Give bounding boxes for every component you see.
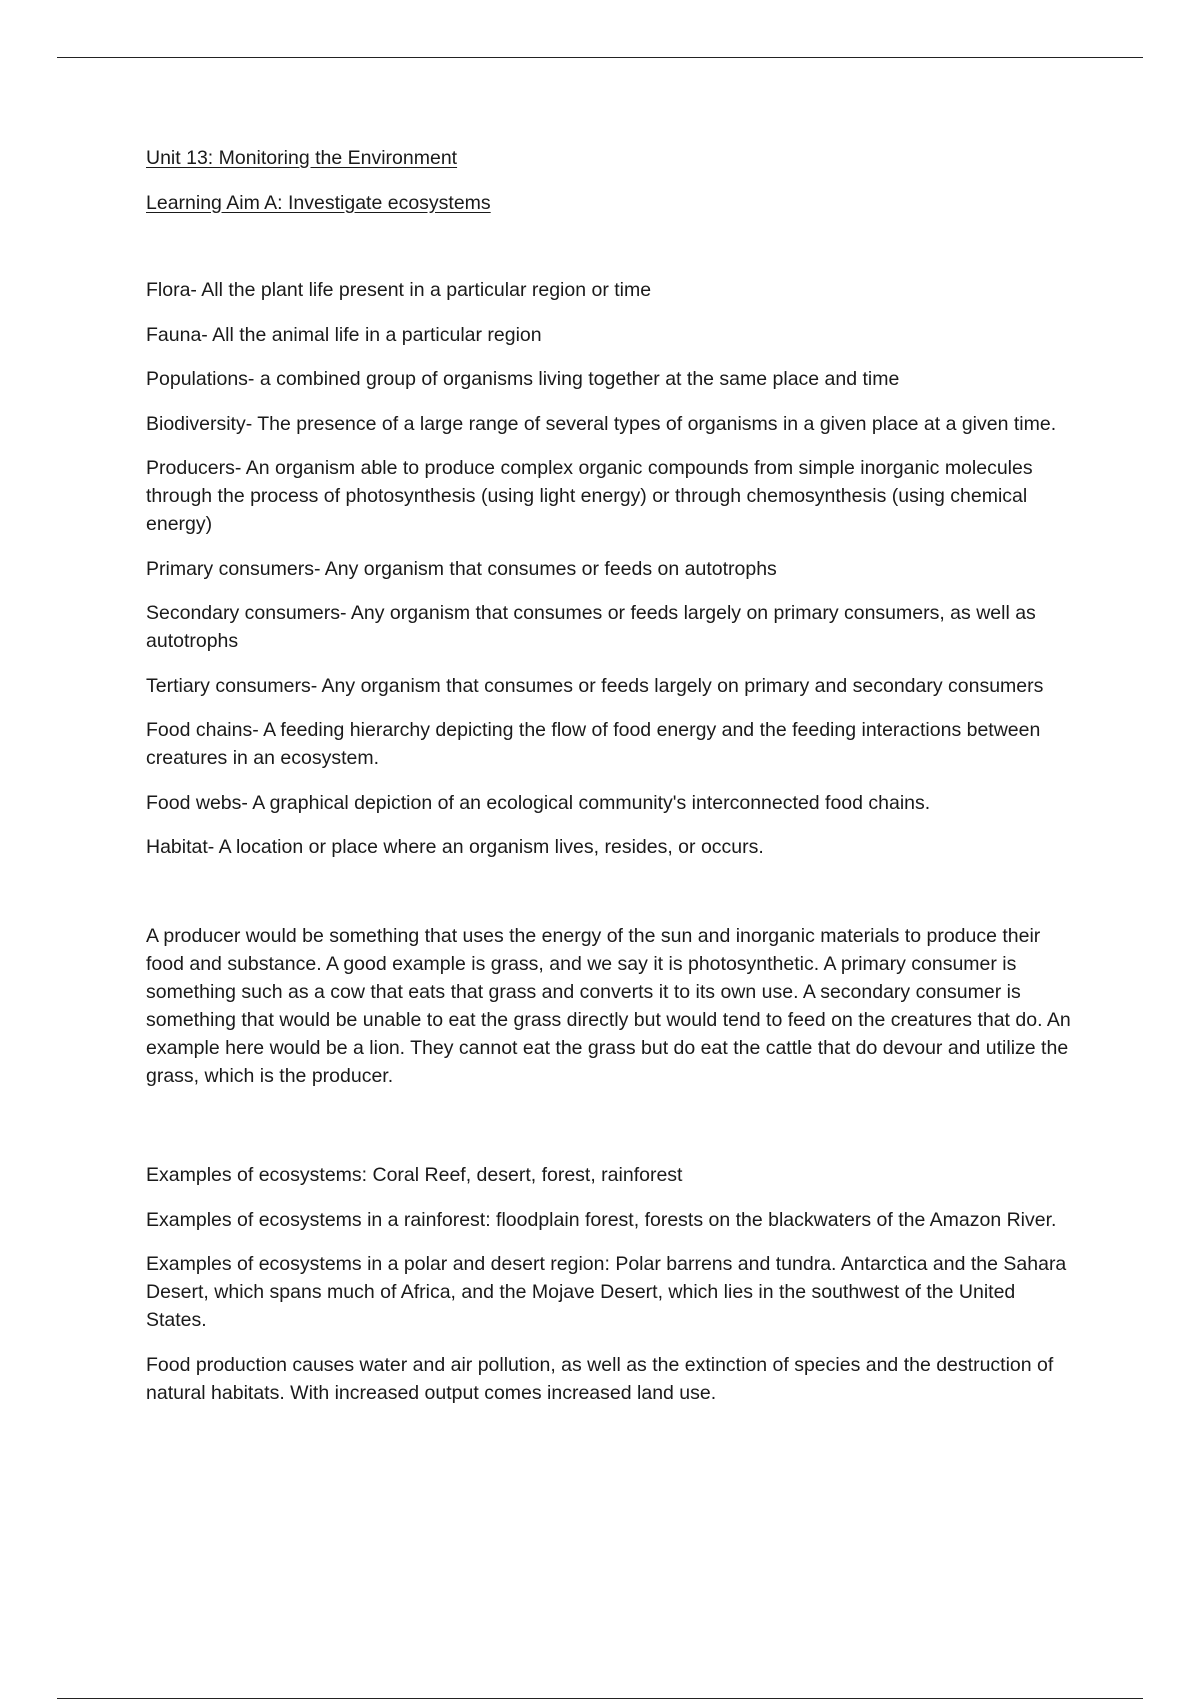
definitions-list [146,276,1076,861]
example-ecosystems: Examples of ecosystems: Coral Reef, desert, forest, rainforest [146,1164,683,1186]
producer-consumer-explanation: A producer would be something that uses the energy of the sun and inorganic materials to produce their food and substance. A good example is grass, and we say it is photosynthetic. A primary consumer is something such as a cow that eats that grass and converts it to its own use. A secondary consumer is something that would be unable to eat the grass directly but would tend to feed on the creatures that do. An example here would be a lion. They cannot eat the grass but do eat the cattle that do devour and utilize the grass, which is the producer. [146,924,1071,1087]
spacer [146,1106,1076,1161]
learning-aim-title: Learning Aim A: Investigate ecosystems [146,191,491,214]
spacer [146,233,1076,276]
definition-populations: Populations- a combined group of organisms living together at the same place and time [146,368,900,390]
definition-flora: Flora- All the plant life present in a particular region or time [146,279,652,301]
examples-list [146,1161,1076,1407]
unit-title: Unit 13: Monitoring the Environment [146,147,458,169]
definition-biodiversity: Biodiversity- The presence of a large range of several types of organisms in a given place at a given time. [146,412,1057,435]
definition-primary-consumers: Primary consumers- Any organism that consumes or feeds on autotrophs [146,557,777,580]
food-production-impact: Food production causes water and air pollution, as well as the extinction of species and the destruction of natural habitats. With increased output comes increased land use. [146,1353,1054,1404]
document-body [146,144,1076,1423]
example-polar-desert-ecosystems: Examples of ecosystems in a polar and desert region: Polar barrens and tundra. Antarctica and the Sahara Desert, which spans much of Africa, and the Mojave Desert, which lies in the southwest of the United States. [146,1253,1067,1331]
definition-food-webs: Food webs- A graphical depiction of an ecological community's interconnected food chains. [146,791,931,814]
example-rainforest-ecosystems: Examples of ecosystems in a rainforest: floodplain forest, forests on the blackwaters of the Amazon River. [146,1208,1057,1231]
definition-tertiary-consumers: Tertiary consumers- Any organism that consumes or feeds largely on primary and secondary consumers [146,674,1044,697]
bottom-page-rule [57,1698,1143,1699]
spacer [146,878,1076,922]
top-page-rule [57,57,1143,58]
definition-producers: Producers- An organism able to produce complex organic compounds from simple inorganic molecules through the process of photosynthesis (using light energy) or through chemosynthesis (using chemical energy) [146,457,1033,535]
definition-fauna: Fauna- All the animal life in a particular region [146,323,542,346]
definition-secondary-consumers: Secondary consumers- Any organism that consumes or feeds largely on primary consumers, as well as autotrophs [146,602,1036,652]
definition-habitat: Habitat- A location or place where an organism lives, resides, or occurs. [146,836,764,858]
definition-food-chains: Food chains- A feeding hierarchy depicting the flow of food energy and the feeding interactions between creatures in an ecosystem. [146,719,1041,769]
